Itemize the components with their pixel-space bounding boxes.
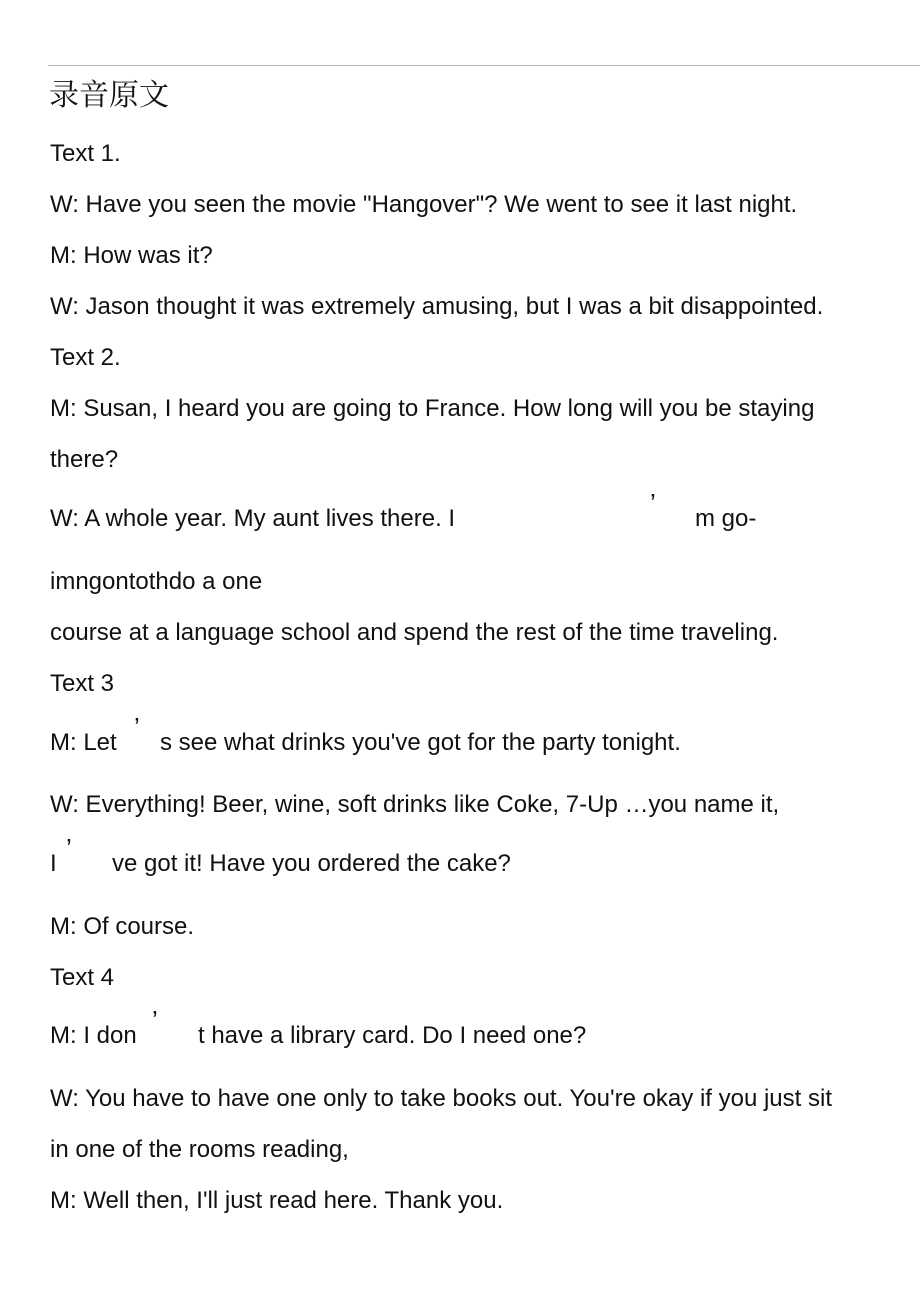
text3-label: Text 3 (50, 670, 115, 697)
apostrophe-mark: ’ (134, 712, 140, 742)
text2-woman-line3: course at a language school and spend the rest of the time traveling. (50, 619, 779, 646)
text3-man-line1 (50, 712, 910, 758)
text3-woman-part1: I (50, 850, 57, 877)
top-divider (48, 65, 920, 66)
text1-label: Text 1. (50, 140, 121, 167)
text1-woman-line1: W: Have you seen the movie "Hangover"? We went to see it last night. (50, 191, 798, 218)
text4-man-part2: t have a library card. Do I need one? (198, 1022, 587, 1049)
page-title: 录音原文 (49, 78, 169, 113)
text3-man-line2: M: Of course. (50, 913, 195, 940)
text3-man-part2: s see what drinks you've got for the party tonight. (160, 729, 681, 756)
text4-woman-line1-continued: in one of the rooms reading, (50, 1136, 349, 1163)
text2-label: Text 2. (50, 344, 121, 371)
text1-man-line1: M: How was it? (50, 242, 213, 269)
text4-man-part1: M: I don (50, 1022, 137, 1049)
text3-woman-line1-continued (50, 833, 910, 879)
text4-woman-line1: W: You have to have one only to take books out. You're okay if you just sit (50, 1085, 832, 1112)
text1-woman-line2: W: Jason thought it was extremely amusing, but I was a bit disappointed. (50, 293, 824, 320)
text4-man-line2: M: Well then, I'll just read here. Thank you. (50, 1187, 504, 1214)
text2-woman-line1 (50, 488, 910, 534)
text4-label: Text 4 (50, 964, 115, 991)
apostrophe-mark: ’ (66, 833, 72, 863)
apostrophe-mark: ’ (650, 488, 656, 518)
text2-woman-part1: W: A whole year. My aunt lives there. I (50, 505, 456, 532)
text3-woman-part2: ve got it! Have you ordered the cake? (112, 850, 511, 877)
text2-woman-part2: m go- (695, 505, 757, 532)
text3-woman-line1: W: Everything! Beer, wine, soft drinks like Coke, 7-Up …you name it, (50, 791, 780, 818)
apostrophe-mark: ’ (152, 1005, 158, 1035)
text3-man-part1: M: Let (50, 729, 117, 756)
text2-man-line1: M: Susan, I heard you are going to France. How long will you be staying (50, 395, 815, 422)
text4-man-line1 (50, 1005, 910, 1051)
text2-man-line1-continued: there? (50, 446, 119, 473)
text2-woman-line2: imngontothdo a one (50, 568, 263, 595)
